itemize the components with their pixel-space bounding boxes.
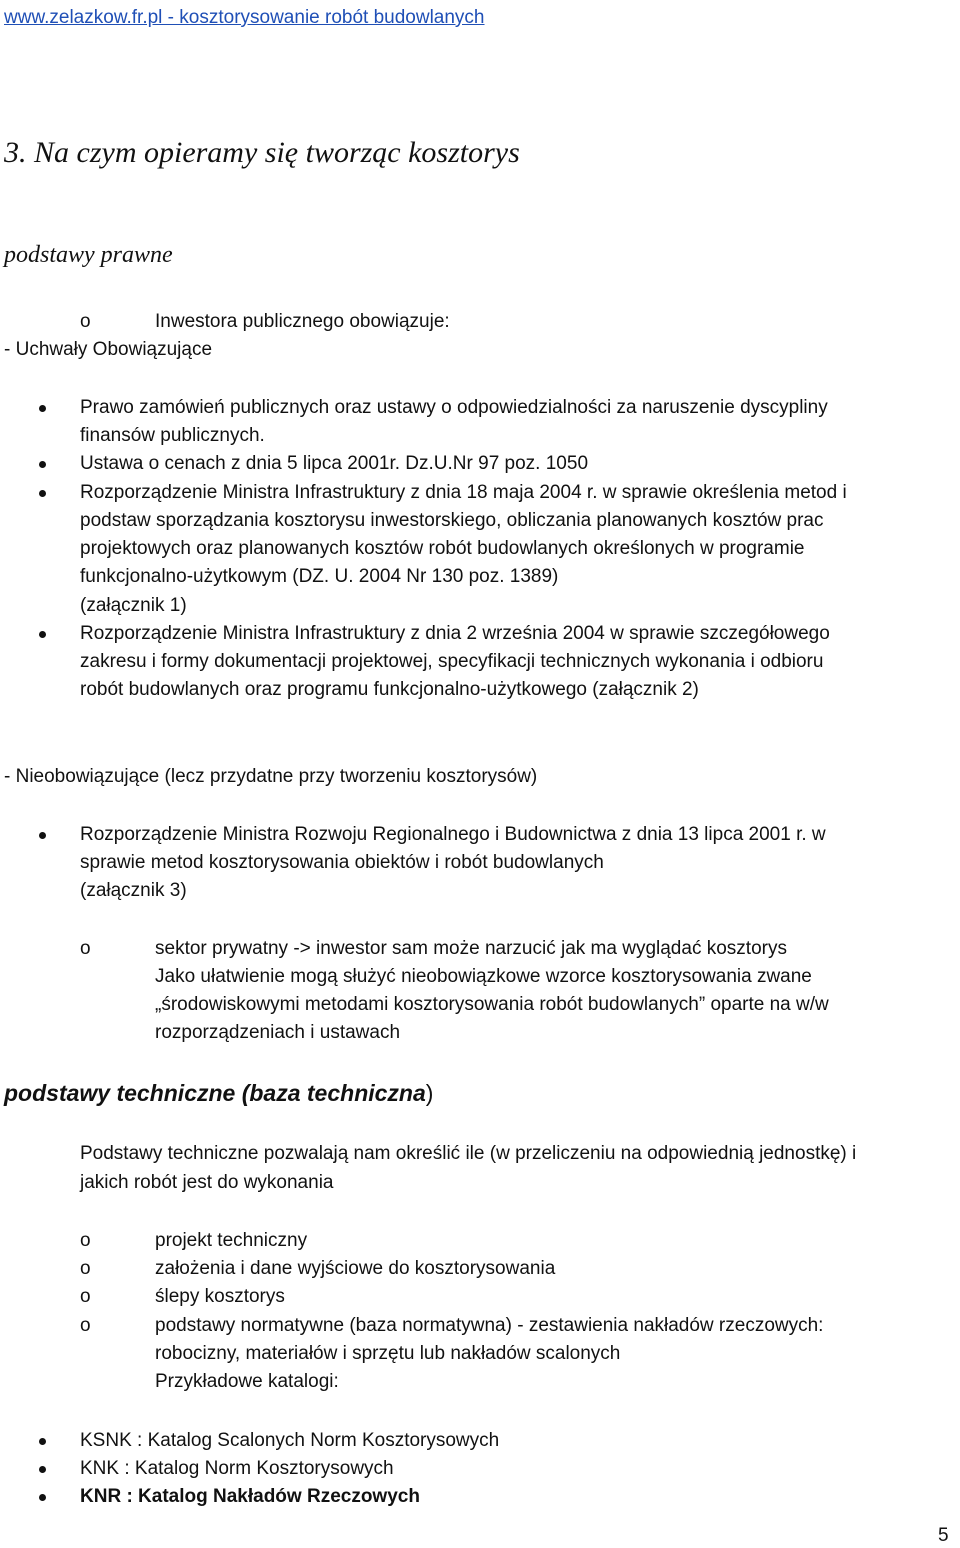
private-sector-text: rozporządzeniach i ustawach bbox=[155, 1022, 401, 1043]
bullet-text: (załącznik 1) bbox=[80, 595, 187, 616]
bullet-text: (załącznik 3) bbox=[80, 880, 187, 901]
intro-text: Podstawy techniczne pozwalają nam określić ile (w przeliczeniu na odpowiednią jednostkę) i bbox=[80, 1143, 857, 1164]
section-heading-legal: podstawy prawne bbox=[4, 242, 173, 268]
private-sector-text: sektor prywatny -> inwestor sam może narzucić jak ma wyglądać kosztorys bbox=[155, 938, 787, 959]
bullet-dot bbox=[39, 490, 46, 497]
section-heading-technical-suffix: ) bbox=[425, 1080, 434, 1106]
page-number: 5 bbox=[938, 1525, 949, 1546]
bullet-text: Prawo zamówień publicznych oraz ustawy o odpowiedzialności za naruszenie dyscypliny bbox=[80, 397, 828, 418]
bullet-text: Ustawa o cenach z dnia 5 lipca 2001r. Dz.U.Nr 97 poz. 1050 bbox=[80, 453, 589, 474]
bullet-text: funkcjonalno-użytkowym (DZ. U. 2004 Nr 130 poz. 1389) bbox=[80, 566, 559, 587]
sub-bullet-marker: o bbox=[80, 1286, 91, 1307]
bullet-text: Rozporządzenie Ministra Infrastruktury z dnia 18 maja 2004 r. w sprawie określenia metod i bbox=[80, 482, 847, 503]
bullet-dot bbox=[39, 405, 46, 412]
sub-bullet-marker: o bbox=[80, 938, 91, 959]
list-item: założenia i dane wyjściowe do kosztorysowania bbox=[155, 1258, 556, 1279]
bullet-text: Rozporządzenie Ministra Infrastruktury z dnia 2 września 2004 w sprawie szczegółowego bbox=[80, 623, 830, 644]
group-label-nonobligatory: - Nieobowiązujące (lecz przydatne przy tworzeniu kosztorysów) bbox=[4, 766, 538, 787]
header-site-link[interactable]: www.zelazkow.fr.pl - kosztorysowanie robót budowlanych bbox=[4, 7, 485, 28]
section-heading-technical-text: podstawy techniczne (baza techniczna bbox=[4, 1080, 426, 1106]
list-item: robocizny, materiałów i sprzętu lub nakładów scalonych bbox=[155, 1343, 621, 1364]
sub-bullet-marker: o bbox=[80, 1258, 91, 1279]
bullet-dot bbox=[39, 1494, 46, 1501]
catalog-item: KSNK : Katalog Scalonych Norm Kosztorysowych bbox=[80, 1430, 500, 1451]
page-title: 3. Na czym opieramy się tworząc kosztorys bbox=[4, 136, 520, 169]
list-item: projekt techniczny bbox=[155, 1230, 308, 1251]
catalog-item: KNK : Katalog Norm Kosztorysowych bbox=[80, 1458, 394, 1479]
bullet-dot bbox=[39, 461, 46, 468]
bullet-text: zakresu i formy dokumentacji projektowej, specyfikacji technicznych wykonania i odbioru bbox=[80, 651, 824, 672]
list-item: Przykładowe katalogi: bbox=[155, 1371, 339, 1392]
list-item: podstawy normatywne (baza normatywna) - zestawienia nakładów rzeczowych: bbox=[155, 1315, 824, 1336]
group-label-obligatory: - Uchwały Obowiązujące bbox=[4, 339, 213, 360]
bullet-text: finansów publicznych. bbox=[80, 425, 265, 446]
bullet-dot bbox=[39, 1466, 46, 1473]
bullet-text: podstaw sporządzania kosztorysu inwestorskiego, obliczania planowanych kosztów prac bbox=[80, 510, 824, 531]
private-sector-text: Jako ułatwienie mogą służyć nieobowiązkowe wzorce kosztorysowania zwane bbox=[155, 966, 812, 987]
intro-text: jakich robót jest do wykonania bbox=[80, 1172, 334, 1193]
bullet-text: Rozporządzenie Ministra Rozwoju Regionalnego i Budownictwa z dnia 13 lipca 2001 r. w bbox=[80, 824, 826, 845]
catalog-item: KNR : Katalog Nakładów Rzeczowych bbox=[80, 1486, 420, 1507]
sub-bullet-marker: o bbox=[80, 311, 91, 332]
section-heading-technical bbox=[4, 1079, 433, 1107]
list-item: ślepy kosztorys bbox=[155, 1286, 285, 1307]
bullet-text: projektowych oraz planowanych kosztów robót budowlanych określonych w programie bbox=[80, 538, 805, 559]
sub-bullet-marker: o bbox=[80, 1315, 91, 1336]
sub-bullet-text: Inwestora publicznego obowiązuje: bbox=[155, 311, 450, 332]
bullet-text: robót budowlanych oraz programu funkcjonalno-użytkowego (załącznik 2) bbox=[80, 679, 699, 700]
sub-bullet-marker: o bbox=[80, 1230, 91, 1251]
private-sector-text: „środowiskowymi metodami kosztorysowania robót budowlanych” oparte na w/w bbox=[155, 994, 829, 1015]
bullet-text: sprawie metod kosztorysowania obiektów i robót budowlanych bbox=[80, 852, 604, 873]
bullet-dot bbox=[39, 832, 46, 839]
bullet-dot bbox=[39, 1438, 46, 1445]
bullet-dot bbox=[39, 631, 46, 638]
